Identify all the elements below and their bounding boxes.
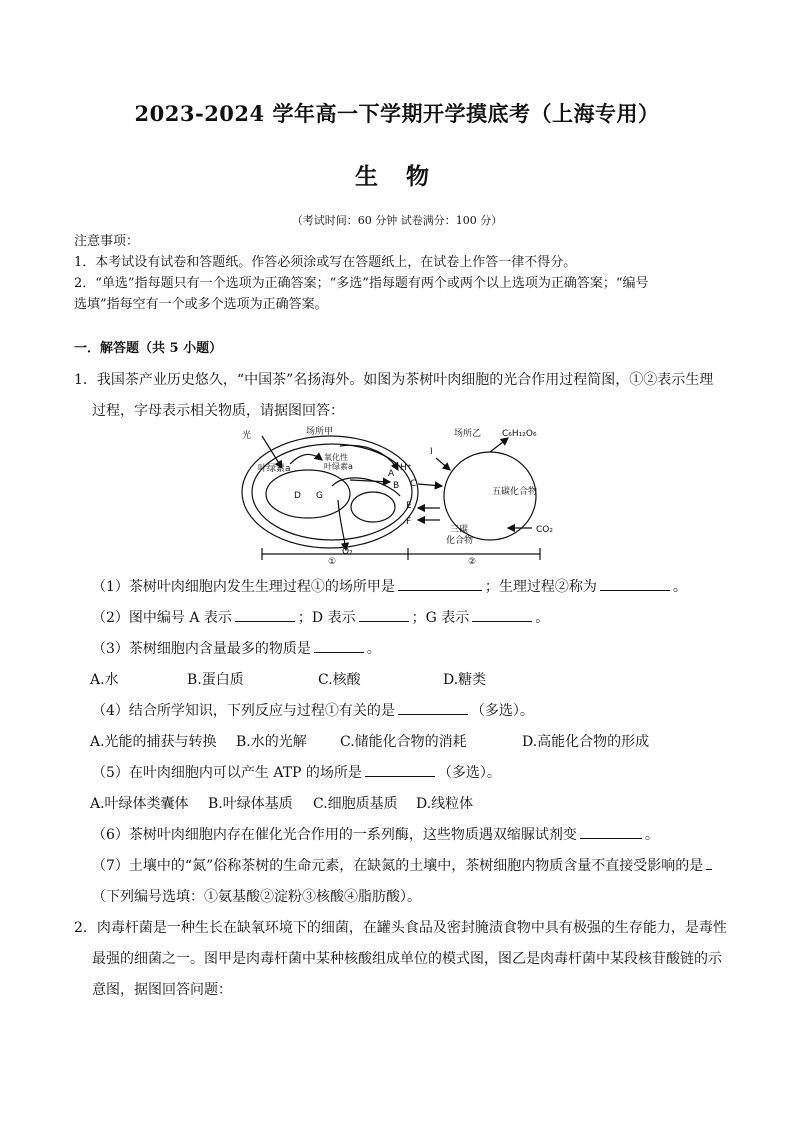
q1-stem-line1: 1．我国茶产业历史悠久，“中国茶”名扬海外。如图为茶树叶肉细胞的光合作用过程简图，①②表示生理 bbox=[74, 372, 714, 388]
q1-sub3-option-c[interactable]: C.核酸 bbox=[318, 672, 361, 688]
q1-sub6 bbox=[92, 820, 659, 850]
diagram-label-B: B bbox=[393, 481, 400, 491]
answer-blank[interactable] bbox=[359, 607, 409, 622]
q1-sub4-option-d[interactable]: D.高能化合物的形成 bbox=[522, 734, 650, 750]
diagram-label-site-b: 场所乙 bbox=[454, 429, 482, 439]
q1-sub5-end: （多选）。 bbox=[437, 765, 501, 781]
diagram-label-ox-chla-1: 氧化性 bbox=[324, 453, 348, 462]
q2-line2: 最强的细菌之一。图甲是肉毒杆菌中某种核酸组成单位的模式图，图乙是肉毒杆菌中某段核苷酸链的示 bbox=[92, 951, 722, 967]
diagram-label-c3-1: 三碳 bbox=[450, 525, 469, 535]
q2-line3: 意图，据图回答问题： bbox=[92, 982, 232, 998]
q1-sub5-option-d[interactable]: D.线粒体 bbox=[416, 796, 474, 812]
q1-sub1-text-c: 。 bbox=[672, 579, 687, 595]
q1-sub5-option-b[interactable]: B.叶绿体基质 bbox=[208, 796, 293, 812]
q1-sub2 bbox=[92, 603, 549, 633]
thylakoid bbox=[266, 470, 350, 518]
section-heading: 一．解答题（共 5 小题） bbox=[74, 341, 223, 356]
answer-blank[interactable] bbox=[472, 607, 532, 622]
diagram-label-G: G bbox=[316, 491, 323, 501]
q1-sub5-option-c[interactable]: C.细胞质基质 bbox=[313, 796, 398, 812]
diagram-label-stage2: ② bbox=[468, 557, 477, 567]
exam-info: （考试时间：60 分钟 试卷满分：100 分） bbox=[291, 214, 503, 227]
diagram-label-chla: 叶绿素a bbox=[258, 464, 291, 474]
q1-sub3-option-b[interactable]: B.蛋白质 bbox=[187, 672, 244, 688]
diagram-label-I: I bbox=[430, 447, 433, 457]
q1-sub3-option-a[interactable]: A.水 bbox=[90, 672, 119, 688]
q1-sub5 bbox=[92, 758, 501, 788]
q1-sub4-text: （4）结合所学知识，下列反应与过程①有关的是 bbox=[92, 703, 395, 719]
subject-title: 生 物 bbox=[354, 163, 439, 190]
diagram-label-O2: O₂ bbox=[342, 547, 353, 557]
answer-blank[interactable] bbox=[398, 700, 468, 715]
q1-sub6-text: （6）茶树叶肉细胞内存在催化光合作用的一系列酶，这些物质遇双缩脲试剂变 bbox=[92, 827, 577, 843]
q1-sub4-end: （多选）。 bbox=[470, 703, 534, 719]
diagram-label-stage1: ① bbox=[328, 557, 337, 567]
answer-blank[interactable] bbox=[235, 607, 295, 622]
q1-sub7-line2: （下列编号选填：①氨基酸②淀粉③核酸④脂肪酸）。 bbox=[92, 889, 421, 905]
diagram-label-C: C bbox=[410, 479, 417, 489]
diagram-label-A: A bbox=[388, 469, 395, 479]
q1-sub7-line1 bbox=[92, 851, 715, 881]
diagram-label-c5: 五碳化合物 bbox=[492, 487, 538, 497]
q1-sub3-text: （3）茶树细胞内含量最多的物质是 bbox=[92, 641, 311, 657]
diagram-label-glucose: C₆H₁₂O₆ bbox=[502, 429, 537, 439]
notice-item-1: 1．本考试设有试卷和答题纸。作答必须涂或写在答题纸上，在试卷上作答一律不得分。 bbox=[74, 255, 577, 270]
q1-sub3 bbox=[92, 634, 381, 664]
diagram-label-F: F bbox=[406, 517, 412, 527]
answer-blank[interactable] bbox=[314, 638, 364, 653]
q1-stem-line2: 过程，字母表示相关物质，请据图回答： bbox=[92, 403, 344, 419]
answer-blank[interactable] bbox=[706, 855, 712, 870]
q1-sub4-option-c[interactable]: C.储能化合物的消耗 bbox=[340, 734, 467, 750]
exam-title: 2023-2024 学年高一下学期开学摸底考（上海专用） bbox=[134, 101, 660, 126]
photosynthesis-diagram bbox=[240, 424, 570, 570]
q1-sub3-end: 。 bbox=[366, 641, 381, 657]
q1-sub2-text-a: （2）图中编号 A 表示 bbox=[92, 610, 232, 626]
q1-sub7-text: （7）土壤中的“氮”俗称茶树的生命元素，在缺氮的土壤中，茶树细胞内物质含量不直接受影响的是 bbox=[92, 858, 704, 874]
q2-line1: 2．肉毒杆菌是一种生长在缺氧环境下的细菌，在罐头食品及密封腌渍食物中具有极强的生存能力，是毒性 bbox=[74, 920, 727, 936]
answer-blank[interactable] bbox=[600, 576, 670, 591]
diagram-label-c3-2: 化合物 bbox=[446, 536, 474, 546]
diagram-label-co2: CO₂ bbox=[536, 525, 553, 535]
q1-sub2-text-b: ；D 表示 bbox=[297, 610, 356, 626]
diagram-label-light: 光 bbox=[242, 431, 252, 441]
q1-sub1-text-a: （1）茶树叶肉细胞内发生生理过程①的场所甲是 bbox=[92, 579, 395, 595]
q1-sub4 bbox=[92, 696, 534, 726]
notice-item-2: 2．“单选”指每题只有一个选项为正确答案；“多选”指每题有两个或两个以上选项为正确答案；“编号 bbox=[74, 276, 649, 291]
q1-sub2-text-d: 。 bbox=[535, 610, 550, 626]
answer-blank[interactable] bbox=[398, 576, 482, 591]
diagram-label-ox-chla-2: 叶绿素a bbox=[324, 462, 353, 471]
q1-sub5-text: （5）在叶肉细胞内可以产生 ATP 的场所是 bbox=[92, 765, 362, 781]
q1-sub5-option-a[interactable]: A.叶绿体类囊体 bbox=[90, 796, 189, 812]
notice-heading: 注意事项： bbox=[74, 234, 140, 249]
q1-sub3-option-d[interactable]: D.糖类 bbox=[443, 672, 487, 688]
q1-sub4-option-a[interactable]: A.光能的捕获与转换 bbox=[90, 734, 217, 750]
q1-sub6-end: 。 bbox=[644, 827, 659, 843]
q1-sub1-text-b: ；生理过程②称为 bbox=[484, 579, 597, 595]
diagram-label-site-a: 场所甲 bbox=[306, 427, 334, 437]
answer-blank[interactable] bbox=[580, 824, 642, 839]
diagram-label-H: H⁺ bbox=[400, 463, 412, 473]
q1-sub1 bbox=[92, 572, 687, 602]
q1-sub2-text-c: ；G 表示 bbox=[411, 610, 470, 626]
notice-item-2-cont: 选填”指每空有一个或多个选项为正确答案。 bbox=[74, 297, 328, 312]
q1-sub4-option-b[interactable]: B.水的光解 bbox=[236, 734, 307, 750]
diagram-label-D: D bbox=[294, 491, 301, 501]
answer-blank[interactable] bbox=[365, 762, 435, 777]
diagram-label-E: E bbox=[406, 501, 412, 511]
